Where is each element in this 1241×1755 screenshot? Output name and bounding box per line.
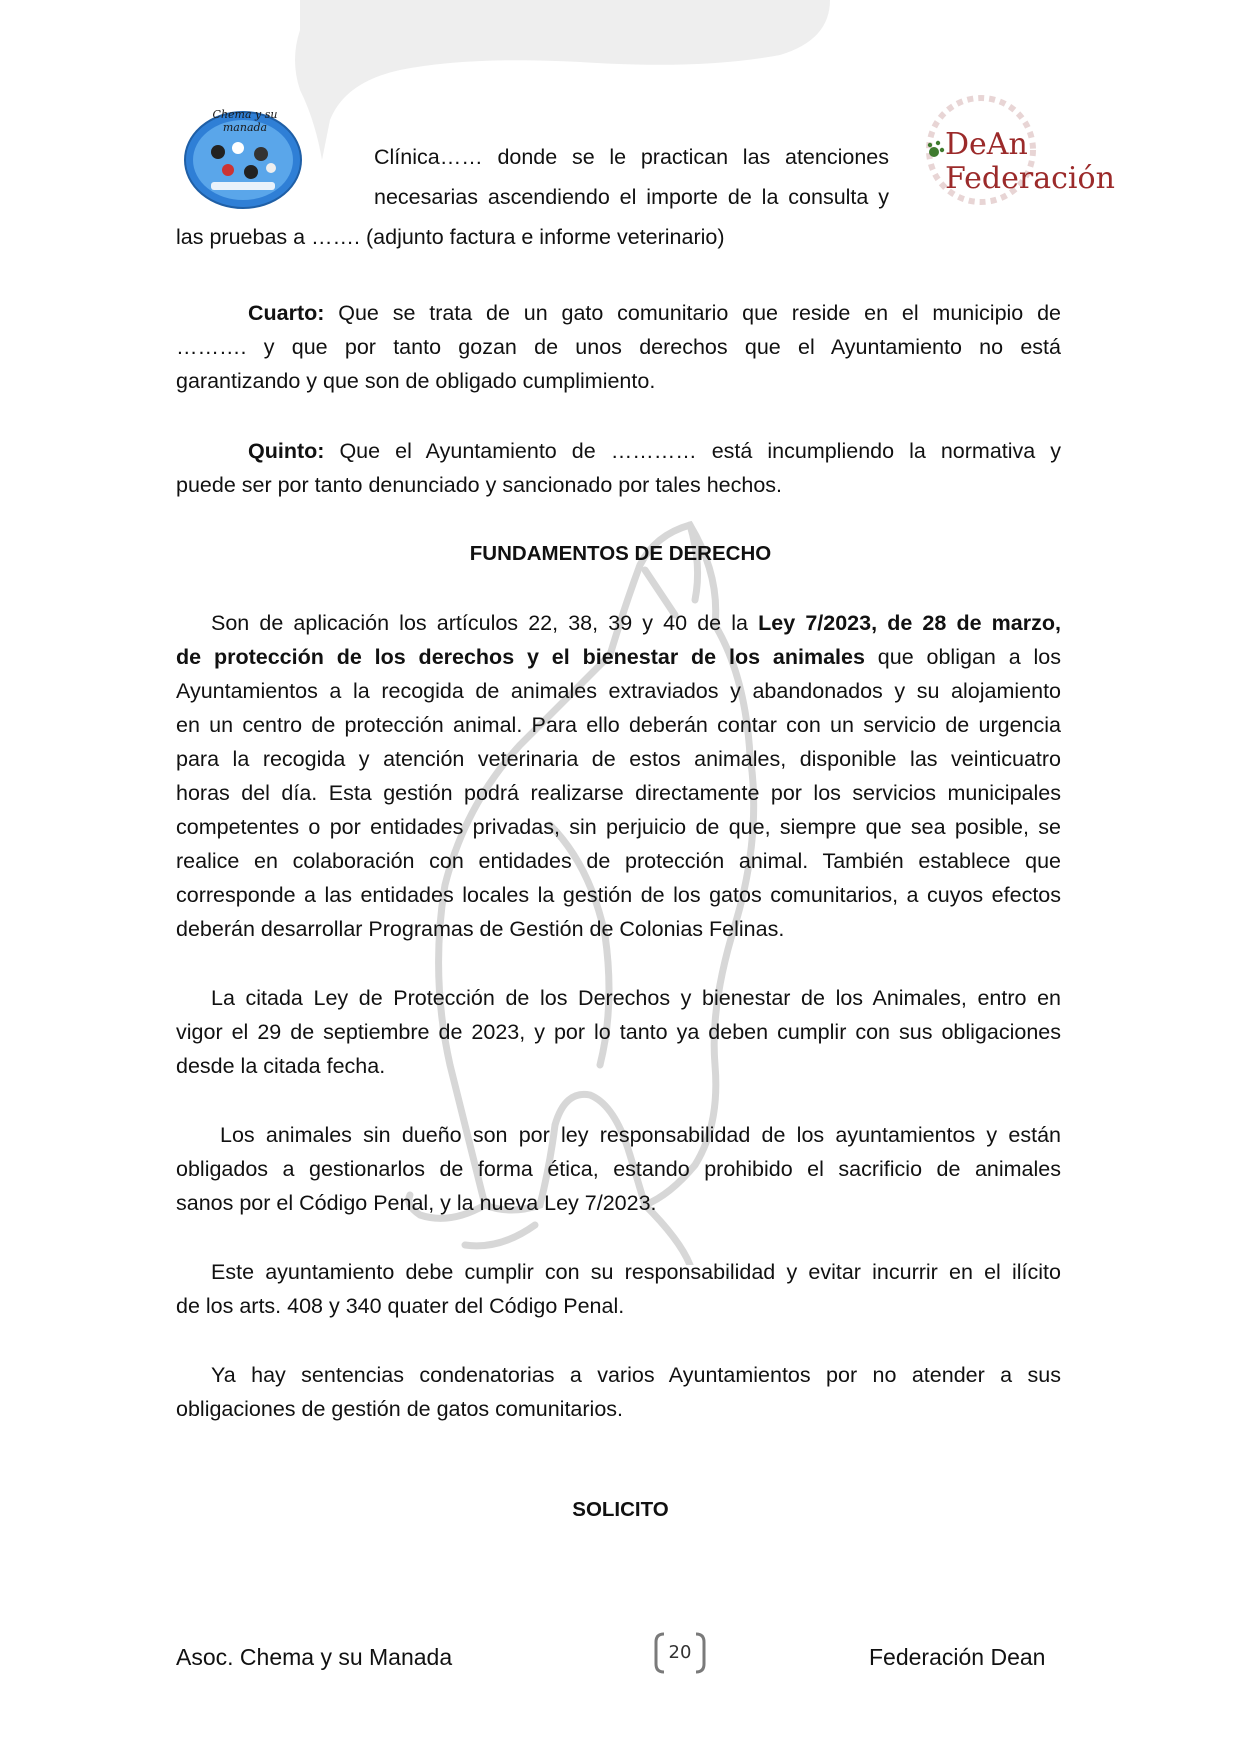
cuarto-label: Cuarto: <box>248 301 325 325</box>
f1-line1 <box>211 609 1061 637</box>
f1-line7: competentes o por entidades privadas, sin perjuicio de que, siempre que sea posible, se <box>176 815 1061 839</box>
f3-line2: obligados a gestionarlos de forma ética, estando prohibido el sacrificio de animales <box>176 1157 1061 1181</box>
f1-line1-b: Ley 7/2023, de 28 de marzo, <box>758 611 1061 635</box>
f1-line5: para la recogida y atención veterinaria de estos animales, disponible las veinticuatro <box>176 747 1061 771</box>
cuarto-line3: garantizando y que son de obligado cumplimiento. <box>176 369 656 393</box>
footer-right: Federación Dean <box>869 1644 1046 1670</box>
f4-line1: Este ayuntamiento debe cumplir con su responsabilidad y evitar incurrir en el ilícito <box>211 1260 1061 1284</box>
f1-line2 <box>176 643 1061 671</box>
f3-line3: sanos por el Código Penal, y la nueva Ley 7/2023. <box>176 1191 657 1215</box>
f4-line2: de los arts. 408 y 340 quater del Código Penal. <box>176 1294 625 1318</box>
f1-line3: Ayuntamientos a la recogida de animales extraviados y abandonados y su alojamiento <box>176 679 1061 703</box>
f5-line2: obligaciones de gestión de gatos comunitarios. <box>176 1397 624 1421</box>
footer-left: Asoc. Chema y su Manada <box>176 1644 453 1670</box>
f2-line1: La citada Ley de Protección de los Derechos y bienestar de los Animales, entro en <box>211 986 1061 1010</box>
f3-line1: Los animales sin dueño son por ley responsabilidad de los ayuntamientos y están <box>220 1123 1061 1147</box>
p0-line1: Clínica…… donde se le practican las atenciones <box>374 145 889 169</box>
cuarto-line2: ………. y que por tanto gozan de unos derechos que el Ayuntamiento no está <box>176 335 1061 359</box>
page-number: 20 <box>668 1642 692 1663</box>
chema-logo-caption: Chema y su manada <box>212 108 278 134</box>
heading-fundamentos: FUNDAMENTOS DE DERECHO <box>469 542 772 565</box>
f1-line10: deberán desarrollar Programas de Gestión de Colonias Felinas. <box>176 917 785 941</box>
f2-line3: desde la citada fecha. <box>176 1054 386 1078</box>
heading-solicito: SOLICITO <box>572 1498 669 1521</box>
quinto-label: Quinto: <box>248 439 325 463</box>
quinto-line2: puede ser por tanto denunciado y sancionado por tales hechos. <box>176 473 783 497</box>
p0-line3: las pruebas a ……. (adjunto factura e informe veterinario) <box>176 225 725 249</box>
f1-line4: en un centro de protección animal. Para ello deberán contar con un servicio de urgencia <box>176 713 1061 737</box>
quinto-line1 <box>248 437 1061 465</box>
dean-logo-caption: DeAn Federación <box>945 127 1115 196</box>
f1-line8: realice en colaboración con entidades de protección animal. También establece que <box>176 849 1061 873</box>
cuarto-line1 <box>248 299 1061 327</box>
p0-line2: necesarias ascendiendo el importe de la consulta y <box>374 185 889 209</box>
quinto-text1: Que el Ayuntamiento de ………… está incumpliendo la normativa y <box>339 439 1061 463</box>
cuarto-text1: Que se trata de un gato comunitario que reside en el municipio de <box>338 301 1061 325</box>
f1-line2-a: de protección de los derechos y el bienestar de los animales <box>176 645 865 669</box>
f1-line1-a: Son de aplicación los artículos 22, 38, 39 y 40 de la <box>211 611 748 635</box>
f5-line1: Ya hay sentencias condenatorias a varios Ayuntamientos por no atender a sus <box>211 1363 1061 1387</box>
f1-line9: corresponde a las entidades locales la gestión de los gatos comunitarios, a cuyos efectos <box>176 883 1061 907</box>
f1-line2-b: que obligan a los <box>877 645 1062 669</box>
f2-line2: vigor el 29 de septiembre de 2023, y por lo tanto ya deben cumplir con sus obligaciones <box>176 1020 1061 1044</box>
f1-line6: horas del día. Esta gestión podrá realizarse directamente por los servicios municipales <box>176 781 1061 805</box>
page-number-box <box>652 1630 708 1676</box>
